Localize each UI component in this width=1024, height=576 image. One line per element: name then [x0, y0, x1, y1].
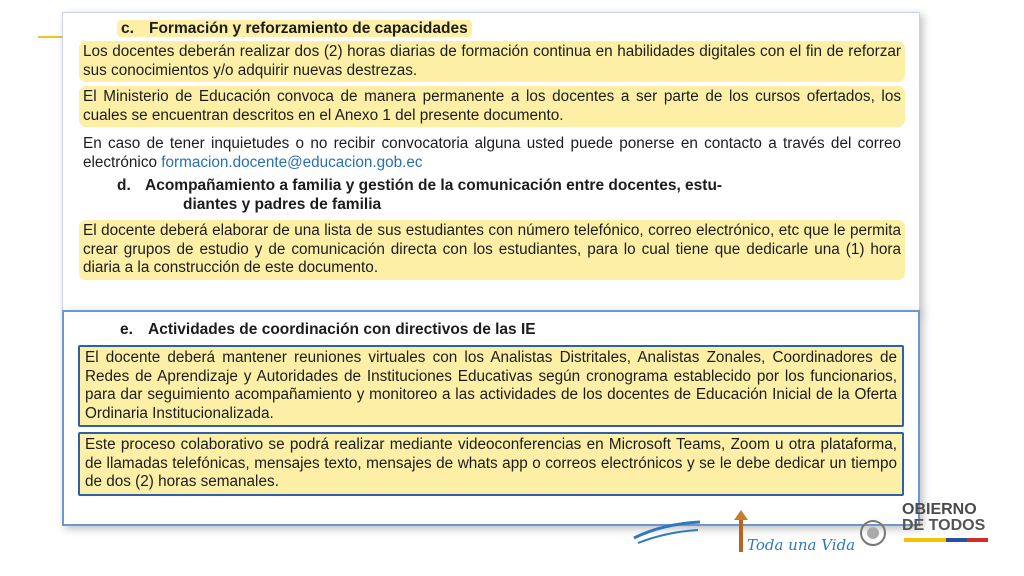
- section-c-paragraph-2: El Ministerio de Educación convoca de manera permanente a los docentes a ser parte de los cursos ofertados, los cuales se encuentran descritos en el Anexo 1 del presente documento.: [79, 86, 905, 127]
- section-d-heading: [117, 176, 905, 214]
- section-c-paragraph-1: Los docentes deberán realizar dos (2) horas diarias de formación continua en habilidades digitales con el fin de reforzar sus conocimientos y/o adquirir nuevas destrezas.: [79, 41, 905, 82]
- section-d-title-line1: Acompañamiento a familia y gestión de la comunicación entre docentes, estu-: [145, 177, 723, 194]
- government-logo-line2: DE TODOS: [902, 517, 986, 534]
- section-e-paragraph-1: El docente deberá mantener reuniones virtuales con los Analistas Distritales, Analistas Zonales, Coordinadores de Redes de Aprendizaje y Autoridades de Instituciones Educativas según cronograma establecido por los funcionarios, para dar seguimiento acompañamiento y monitoreo a las actividades de los docentes de Educación Inicial de la Oferta Ordinaria Institucionalizada.: [78, 345, 904, 427]
- section-e-paragraph-2: Este proceso colaborativo se podrá realizar mediante videoconferencias en Microsoft Teams, Zoom u otra plataforma, de llamadas telefónicas, mensajes texto, mensajes de whats app o correos electrónicos y se le debe dedicar un tiempo de dos (2) horas semanales.: [78, 432, 904, 496]
- government-logo-line1: OBIERNO: [902, 501, 977, 518]
- section-d-title-line2: diantes y padres de familia: [183, 196, 382, 213]
- document-excerpt-top: [62, 12, 920, 312]
- section-d-paragraph-1: El docente deberá elaborar de una lista de sus estudiantes con número telefónico, correo electrónico, etc que le permita crear grupos de estudio y de comunicación directa con los estudiantes, para lo cual tiene que dedicarle una (1) hora diaria a la construcción de este documento.: [79, 220, 905, 280]
- section-e-title: Actividades de coordinación con directivos de las IE: [148, 321, 536, 338]
- document-excerpt-bottom: [62, 310, 920, 526]
- section-c-letter: c.: [121, 20, 134, 37]
- footer-logos: [620, 500, 1024, 576]
- section-c-heading: [117, 19, 905, 38]
- flag-color-bar: [904, 538, 988, 542]
- tree-logo-icon: [734, 510, 748, 552]
- section-d-letter: d.: [117, 177, 131, 194]
- section-c-paragraph-3: [79, 133, 905, 174]
- government-logo-text: [902, 502, 985, 534]
- contact-email-link[interactable]: formacion.docente@educacion.gob.ec: [161, 153, 423, 171]
- section-e-heading: [120, 320, 904, 339]
- coat-of-arms-icon: [858, 518, 888, 548]
- contact-text: En caso de tener inquietudes o no recibir convocatoria alguna usted puede ponerse en contacto a través del correo electrónico: [83, 135, 901, 171]
- swoosh-logo-icon: [632, 518, 702, 544]
- section-c-title: Formación y reforzamiento de capacidades: [149, 20, 468, 37]
- decorative-accent-line: [38, 36, 64, 38]
- slogan-text: Toda una Vida: [747, 536, 856, 554]
- section-e-letter: e.: [120, 321, 133, 338]
